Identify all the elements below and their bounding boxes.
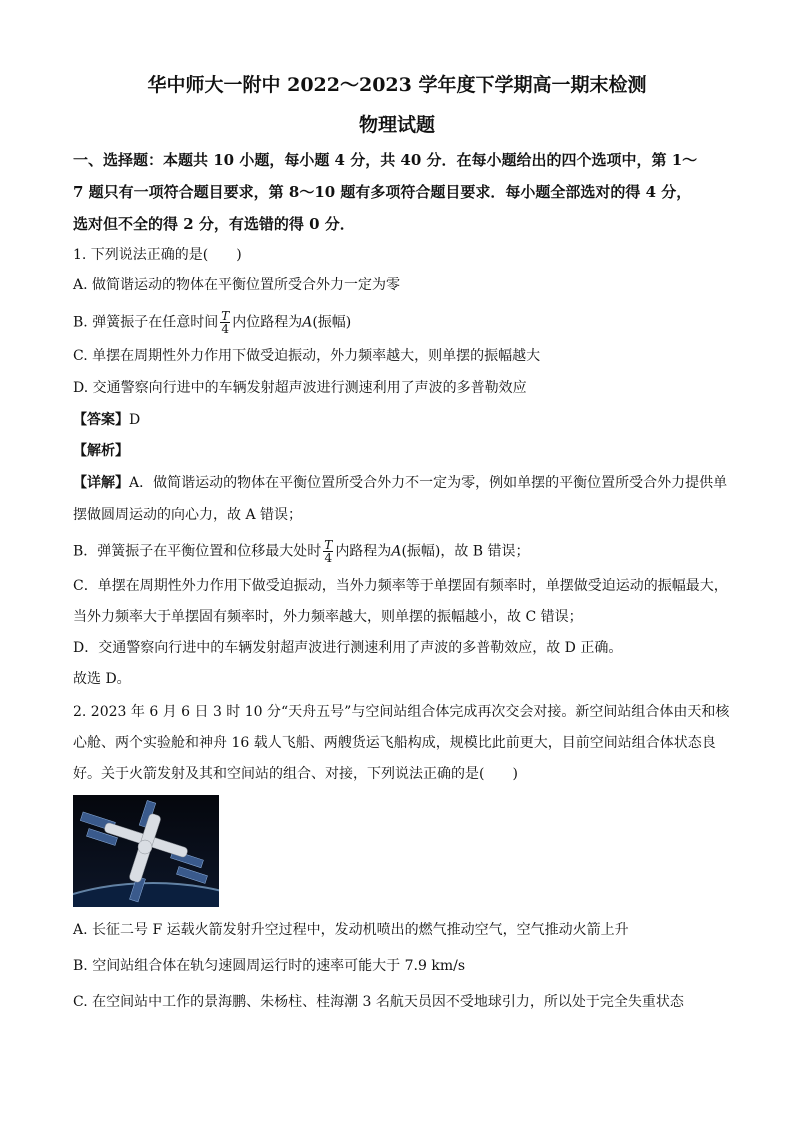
q1-option-b-pre: B. 弹簧振子在任意时间 [73,314,219,331]
q1-stem: 1. 下列说法正确的是( ) [73,247,242,263]
q1-detail-c-2: 当外力频率大于单摆固有频率时，外力频率越大，则单摆的振幅越小，故 C 错误； [73,609,583,625]
q2-stem-3: 好。关于火箭发射及其和空间站的组合、对接，下列说法正确的是( ) [73,766,518,782]
amplitude-symbol: A [302,314,313,331]
amplitude-symbol: A [391,543,402,560]
q1-option-a: A. 做简谐运动的物体在平衡位置所受合外力一定为零 [73,277,401,293]
page-subtitle: 物理试题 [358,114,435,136]
q1-option-b-post: 内位路程为 [232,314,303,331]
q1-option-b-tail: (振幅) [312,314,352,331]
space-station-image [73,795,219,907]
q1-option-d: D. 交通警察向行进中的车辆发射超声波进行测速利用了声波的多普勒效应 [73,380,527,396]
q1-detail-b: B．弹簧振子在平衡位置和位移最大处时 $\frac{T}{4}$ 内路程为A(振幅)，故 B 错误； [73,538,530,565]
section-instructions-line-2: 7 题只有一项符合题目要求，第 8～10 题有多项符合题目要求．每小题全部选对的得 4 分， [73,183,692,201]
q1-option-b [73,310,733,335]
section-instructions-line-3: 选对但不全的得 2 分，有选错的得 0 分． [73,215,355,233]
q1-option-c: C. 单摆在周期性外力作用下做受迫振动，外力频率越大，则单摆的振幅越大 [73,348,541,364]
fraction-t-over-4: $\frac{T}{4}$ [324,538,333,565]
q2-option-c: C. 在空间站中工作的景海鹏、朱杨柱、桂海潮 3 名航天员因不受地球引力，所以处于完全失重状态 [73,994,684,1010]
q1-detail-a-2: 摆做圆周运动的向心力，故 A 错误； [73,507,303,523]
q2-stem-2: 心舱、两个实验舱和神舟 16 载人飞船、两艘货运飞船构成，规模比此前更大，目前空间站组合体状态良 [73,735,716,751]
q1-detail-d: D．交通警察向行进中的车辆发射超声波进行测速利用了声波的多普勒效应，故 D 正确。 [73,640,623,656]
q1-answer: 【答案】D [73,412,141,428]
q2-stem-1: 2. 2023 年 6 月 6 日 3 时 10 分“天舟五号”与空间站组合体完成再次交会对接。新空间站组合体由天和核 [73,704,730,720]
q2-option-a: A. 长征二号 F 运载火箭发射升空过程中，发动机喷出的燃气推动空气，空气推动火箭上升 [73,922,629,938]
q1-detail-a-1: 【详解】A．做简谐运动的物体在平衡位置所受合外力不一定为零，例如单摆的平衡位置所受合外力提供单 [73,475,728,491]
q1-detail-c-1: C．单摆在周期性外力作用下做受迫振动，当外力频率等于单摆固有频率时，单摆做受迫运动的振幅最大， [73,578,728,594]
q1-conclusion: 故选 D。 [73,671,131,687]
q1-analysis-label: 【解析】 [73,443,129,459]
section-instructions-line-1: 一、选择题：本题共 10 小题，每小题 4 分，共 40 分．在每小题给出的四个选项中，第 1～ [73,151,698,169]
page-title: 华中师大一附中 2022～2023 学年度下学期高一期末检测 [147,74,647,96]
q2-option-b: B. 空间站组合体在轨匀速圆周运行时的速率可能大于 7.9 km/s [73,958,466,974]
fraction-t-over-4: $\frac{T}{4}$ [221,309,230,336]
